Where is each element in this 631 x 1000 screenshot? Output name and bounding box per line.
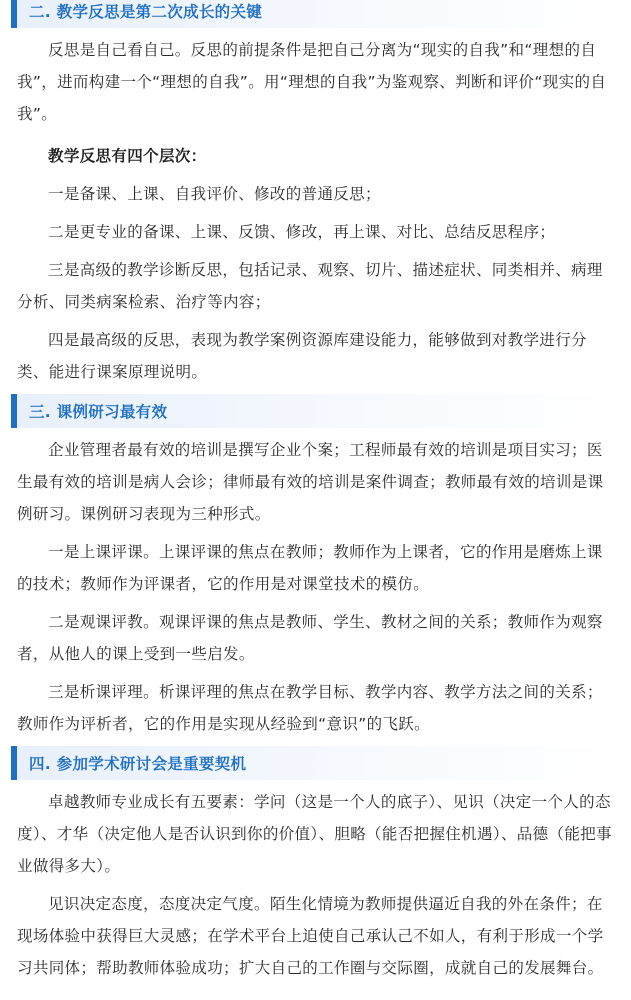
paragraph: 一是备课、上课、自我评价、修改的普通反思；: [48, 185, 381, 203]
paragraph: 四是最高级的反思，表现为教学案例资源库建设能力，能够做到对教学进行分类、能进行课案原理说明。: [17, 331, 587, 381]
paragraph: 三是析课评理。析课评理的焦点在教学目标、教学内容、教学方法之间的关系；教师作为评析者，它的作用是实现从经验到“意识”的飞跃。: [17, 683, 603, 733]
paragraph: 二是观课评教。观课评课的焦点是教师、学生、教材之间的关系；教师作为观察者，从他人的课上受到一些启发。: [17, 613, 603, 663]
paragraph: 一是上课评课。上课评课的焦点在教师；教师作为上课者，它的作用是磨炼上课的技术；教师作为评课者，它的作用是对课堂技术的模仿。: [17, 543, 603, 593]
paragraph-subheading: 教学反思有四个层次：: [48, 147, 207, 165]
section-heading-text: 三. 课例研习最有效: [29, 403, 168, 421]
section-heading-text: 二. 教学反思是第二次成长的关键: [29, 3, 263, 21]
section-heading-symposium: [11, 746, 615, 780]
section-heading-text: 四. 参加学术研讨会是重要契机: [29, 755, 247, 773]
section-heading-reflection: [11, 0, 615, 28]
paragraph: 二是更专业的备课、上课、反馈、修改，再上课、对比、总结反思程序；: [48, 223, 556, 241]
paragraph: 反思是自己看自己。反思的前提条件是把自己分离为“现实的自我”和“理想的自我”，进而构建一个“理想的自我”。用“理想的自我”为鉴观察、判断和评价“现实的自我”。: [17, 41, 607, 123]
paragraph: 见识决定态度，态度决定气度。陌生化情境为教师提供逼近自我的外在条件；在现场体验中获得巨大灵感；在学术平台上迫使自己承认己不如人，有利于形成一个学习共同体；帮助教师体验成功；扩大自己的工作圈与交际圈，成就自己的发展舞台。: [17, 895, 604, 977]
paragraph: 三是高级的教学诊断反思，包括记录、观察、切片、描述症状、同类相并、病理分析、同类病案检索、治疗等内容；: [17, 261, 603, 311]
section-heading-lesson-study: [11, 394, 615, 428]
paragraph: 企业管理者最有效的培训是撰写企业个案；工程师最有效的培训是项目实习；医生最有效的培训是病人会诊；律师最有效的培训是案件调查；教师最有效的培训是课例研习。课例研习表现为三种形式。: [17, 441, 604, 523]
paragraph: 卓越教师专业成长有五要素：学问（这是一个人的底子）、见识（决定一个人的态度）、才华（决定他人是否认识到你的价值）、胆略（能否把握住机遇）、品德（能把事业做得多大）。: [17, 793, 612, 875]
